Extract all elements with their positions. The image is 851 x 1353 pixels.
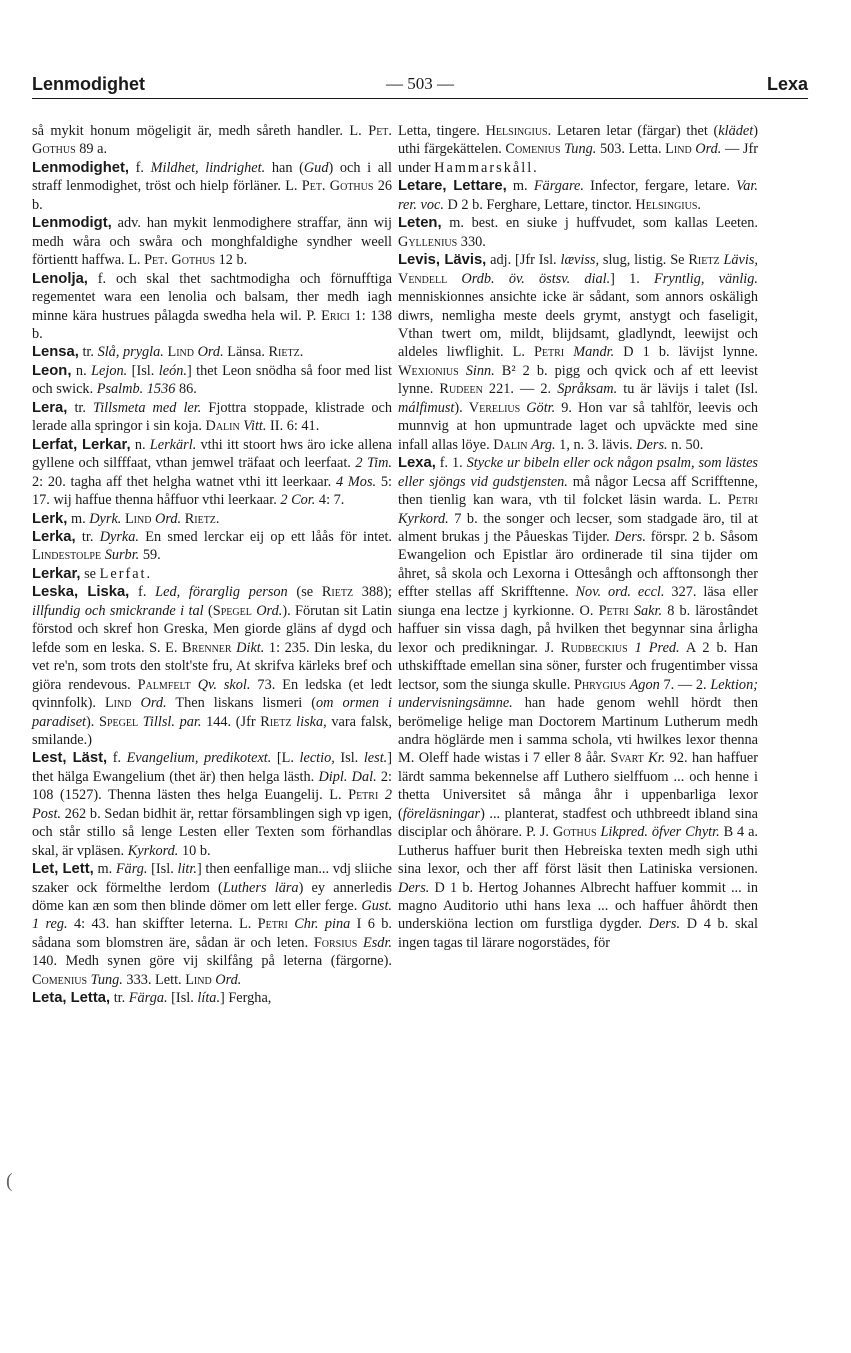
entry-text: vthi itt stoort hws äro icke allena gyllene och silfffaat, vthan jemwel träfaat och leerfaat. <box>32 436 392 472</box>
entry-text: Led, förarglig person <box>155 584 288 601</box>
entry-text: Stycke ur bibeln eller ock någon psalm, som lästes eller sjöngs vid gudstjensten. <box>398 455 758 490</box>
entry-text: Länsa. <box>223 344 269 361</box>
entry-text: [Isl. <box>167 990 198 1007</box>
entry-text: m. <box>506 178 534 195</box>
entry-text: f. <box>129 159 151 176</box>
entry-text: 92. han haffuer lärdt samma bekennelse aff Luthero sielffuom ... och henne i thetta Universitet så många åhr i uppenbarliga lexor ( <box>398 750 759 822</box>
entry-text: 86. <box>175 381 197 398</box>
headword: Lerk, <box>32 510 68 527</box>
entry-text: Gud <box>303 159 329 176</box>
entry-text: litr. <box>177 861 197 878</box>
entry-text: ) ey annerledis döme kan æn som then blinde dömer om lett eller ferge. <box>32 879 393 915</box>
entry-text: Rudbeckius <box>560 639 628 656</box>
dictionary-entry <box>32 436 392 510</box>
entry-text: Dalin <box>205 418 240 435</box>
entry-text: [Isl. <box>147 861 178 878</box>
entry-text: Lind <box>124 510 152 527</box>
entry-text: Lektion; undervisningsämne. <box>398 676 758 712</box>
entry-text: tr. <box>78 344 98 361</box>
entry-text: m. <box>93 861 116 878</box>
dictionary-entry <box>32 362 392 399</box>
headword: Lenmodighet, <box>32 159 129 176</box>
entry-text: 140. Medh synen göre vij skilfång på leterna (färgorne). <box>32 953 392 970</box>
headword: Lenmodigt, <box>32 215 112 232</box>
entry-text: n. 50. <box>667 436 704 453</box>
headword: Lest, Läst, <box>32 750 108 767</box>
entry-text: 73. En ledska (et ledt qvinnfolk). <box>32 676 392 712</box>
entry-text: Lind <box>185 971 212 988</box>
entry-text: f. 1. <box>435 455 467 472</box>
entry-text: m. best. en siuke j huffvudet, som kallas Leeten. <box>441 215 758 232</box>
entry-text: Kyrkord. <box>398 510 449 527</box>
entry-text: om ormen i paradiset <box>32 695 392 730</box>
entry-text: 4: 43. han skiffter leterna. L. <box>67 916 258 933</box>
entry-text: D 1 b. lävijst lynne. <box>614 344 758 361</box>
headword: Lera, <box>32 399 68 416</box>
entry-text <box>447 271 461 287</box>
entry-text: ). <box>454 399 469 416</box>
entry-text: förspr. 2 b. Såsom Ewangelion och Epistlar äro ordinerade til sina tijder om åhret, så skola och Lexorna i Ottesångh och afftonsongh ther effter stellas aff Skrifftenne. <box>398 528 758 601</box>
entry-text: ] then eenfallige man... vdj sliiche szaker ock förmelthe lerdom ( <box>32 861 393 896</box>
entry-text: Språksam. <box>557 381 618 398</box>
entry-text: Ord. <box>140 695 167 712</box>
entry-text: illfundig och smickrande i tal <box>32 602 204 619</box>
entry-text: ] thet Leon snödha så foor med list och swick. <box>32 362 393 398</box>
entry-text: Rietz <box>321 584 354 601</box>
entry-text: Verelius <box>468 399 521 416</box>
dictionary-entry <box>398 214 758 251</box>
entry-text: Vendell <box>398 270 448 287</box>
entry-text: m. <box>67 510 90 527</box>
entry-text: föreläsningar <box>402 805 481 822</box>
entry-text: Rietz. <box>268 344 304 361</box>
entry-text: Chr. pina <box>294 916 351 933</box>
entry-text: tr. <box>67 399 94 416</box>
headword: Lerfat, Lerkar, <box>32 436 131 453</box>
entry-text: klädet <box>718 123 754 139</box>
margin-mark: ( <box>6 1170 13 1192</box>
entry-text: 1: 138 b. <box>32 307 392 342</box>
dictionary-entry <box>32 270 392 344</box>
headword: Lerka, <box>32 528 76 545</box>
entry-text: Dikt. <box>236 639 265 656</box>
entry-text: Forsius <box>313 934 358 951</box>
entry-text: D 2 b. Ferghare, Lettare, tinctor. <box>443 196 636 213</box>
entry-text: Fryntlig, vänlig. <box>654 270 758 287</box>
entry-text: 1: 235. Din leska, du vet re'n, som trots den stolt'ste fru, At skrifva kärleks bref och giöra rendevous. <box>32 639 392 693</box>
entry-text: Lindestolpe <box>32 547 102 564</box>
entry-text: Svart <box>610 750 644 767</box>
entry-text: Esdr. <box>363 934 392 951</box>
headword: Lensa, <box>32 344 79 361</box>
entry-text: Lind <box>167 344 194 361</box>
entry-text: Fjottra stoppade, klistrade och lerade alla springor i sin koja. <box>32 399 393 435</box>
entry-text: Dalin <box>493 436 528 453</box>
dictionary-entry <box>32 122 392 159</box>
entry-text: ). <box>86 713 100 730</box>
entry-text: ] thet hälga Ewangelium (thet är) then helga lästh. <box>32 750 393 785</box>
entry-text: Then liskans lismeri ( <box>166 695 316 712</box>
entry-text: Tillsl. par. <box>142 713 202 730</box>
entry-text: Spegel <box>212 602 252 619</box>
entry-text: Petri <box>257 916 288 933</box>
entry-text: Färg. <box>115 861 148 878</box>
entry-text: Gust. 1 reg. <box>32 898 392 933</box>
entry-text: león. <box>158 362 187 379</box>
entry-text: Qv. skol. <box>197 676 251 693</box>
entry-text: vara falsk, smilande.) <box>32 713 392 748</box>
entry-text: Gyllenius <box>398 233 458 250</box>
dictionary-entry <box>398 122 758 177</box>
entry-text: Helsingius. <box>485 123 552 139</box>
entry-text: 9. Hon var så tahlför, leevis och munnvig at hon upmuntrade laget och upväckte med sine infall allas löye. <box>398 399 758 453</box>
entry-text: han ( <box>265 159 304 176</box>
entry-text <box>628 640 635 656</box>
entry-text: 1, n. 3. lävis. <box>555 436 637 453</box>
entry-text: 2 Post. <box>32 787 392 822</box>
entry-text: se <box>80 565 100 582</box>
entry-text: Lävis, <box>723 252 758 269</box>
entry-text: Evangelium, predikotext. <box>126 750 272 767</box>
entry-text: II. 6: 41. <box>266 418 320 435</box>
entry-text: n. <box>130 436 150 453</box>
entry-text: Luthers lära <box>222 879 299 896</box>
entry-text: f. <box>129 584 156 601</box>
entry-text: I 6 b. sådana som blomstren äre, sådan är och leten. <box>32 916 392 951</box>
entry-text: ) ... planterat, stadfest och uthbreedt ibland sina disciplar och åhörare. P. J. <box>398 805 758 841</box>
entry-text: Lerkärl. <box>149 436 197 453</box>
headword: Let, Lett, <box>32 861 94 878</box>
entry-text: Petri <box>534 344 565 361</box>
entry-text: Götr. <box>526 399 556 416</box>
entry-text: Likpred. öfver Chytr. <box>600 824 720 841</box>
entry-text: 26 b. <box>32 178 392 213</box>
entry-text: tu är lävijs i talet (Isl. <box>617 381 759 398</box>
entry-text: Pet. Gothus <box>144 252 216 269</box>
entry-text: Wexionius <box>398 362 459 379</box>
entry-text: lest. <box>363 750 388 767</box>
entry-text: Letaren letar (färgar) thet ( <box>551 123 719 139</box>
entry-text: han hade genom wehll hördt then berömelige helige man Doctorem Martinum Lutherum medh andra höglärde men i samma schola, vti hwilkes lexor thenna M. Oleff hade wistas i 7 eller 8 åår. <box>398 695 758 767</box>
entry-text: menniskionnes ansichte icke är sådant, som annors oskäligh diwrs, nemligha meste deels grymt, anstygt och faseligit, Vthan twert om, mildt, blijdsamt, gladlyndt, leewijst och aldeles liwflighit. L. <box>398 289 758 361</box>
entry-text: 144. (Jfr <box>201 713 261 730</box>
entry-text: Petri <box>348 787 379 804</box>
entry-text: — Jfr under <box>398 141 759 176</box>
entry-text: [L. <box>271 750 300 767</box>
entry-text: Gothus <box>552 824 597 841</box>
entry-text: Rietz. <box>184 510 220 527</box>
entry-text <box>459 363 466 379</box>
entry-text: Ord. <box>256 602 283 619</box>
entry-text: f. <box>107 750 127 767</box>
entry-text: Rietz <box>688 252 720 269</box>
dictionary-entry <box>398 454 758 952</box>
entry-text: Lind <box>104 695 132 712</box>
entry-text: 2 Tim. <box>355 455 392 472</box>
entry-text: Nov. ord. eccl. <box>575 584 665 601</box>
entry-text: Isl. <box>334 750 364 767</box>
entry-text: 89 a. <box>75 141 108 158</box>
entry-text: adj. [Jfr Isl. <box>486 252 561 269</box>
headword: Lexa, <box>398 455 436 472</box>
entry-text: Tung. <box>564 141 597 158</box>
entry-text: Färga. <box>128 990 168 1007</box>
entry-text: Lerfat. <box>99 565 153 582</box>
entry-text: 59. <box>139 547 161 564</box>
entry-text: Sakr. <box>633 602 663 619</box>
entry-text: Brenner <box>182 639 232 656</box>
left-column <box>32 122 392 1008</box>
entry-text: 2: 108 (1527). Thenna lästen thes helga Euangelij. L. <box>32 768 392 804</box>
dictionary-entry <box>32 528 392 565</box>
headword: Leska, Liska, <box>32 584 130 601</box>
entry-text: Psalmb. 1536 <box>96 381 176 398</box>
entry-text <box>564 344 573 360</box>
entry-text: Rudeen <box>439 381 483 398</box>
dictionary-entry <box>32 749 392 860</box>
entry-text: Agon <box>629 676 660 693</box>
entry-text: Sinn. <box>465 362 495 379</box>
dictionary-entry <box>32 583 392 749</box>
entry-text: líta. <box>197 990 221 1007</box>
entry-text: Var. rer. voc. <box>398 178 758 213</box>
entry-text: ( <box>203 602 213 619</box>
entry-text: 4 Mos. <box>335 473 377 490</box>
dictionary-entry <box>398 177 758 214</box>
entry-text: (se <box>287 584 322 601</box>
entry-text: Ders. <box>614 528 646 545</box>
entry-text: 388); <box>353 584 392 601</box>
dictionary-entry <box>32 860 392 989</box>
dictionary-entry <box>398 251 758 454</box>
entry-text: lectio, <box>299 750 335 767</box>
entry-text: A 2 b. Han uthskifftade emellan sina söner, furster och frugentimber vissa lectsor, som the siunga skulle. <box>398 639 758 693</box>
entry-text: Ders. <box>648 916 681 933</box>
entry-text: Vitt. <box>243 418 267 435</box>
entry-text: D 4 b. skal ingen tagas til lärare nogorstädes, för <box>398 916 758 951</box>
entry-text: 503. Letta. <box>596 141 666 158</box>
entry-text: ). Förutan sit Latin förstod och skref hon Greska, Men giorde gläns af dygd och lefde som en leska. S. E. <box>32 602 392 656</box>
page-header <box>32 72 808 99</box>
entry-text: Ord. <box>695 141 722 158</box>
entry-text: 1 Pred. <box>634 639 680 656</box>
headword: Leta, Letta, <box>32 990 111 1007</box>
entry-text: 4: 7. <box>315 492 345 509</box>
entry-text: 2 Cor. <box>280 492 316 509</box>
entry-text: En smed lerckar eij op ett låås för intet. <box>139 528 392 545</box>
headword: Levis, Lävis, <box>398 252 487 269</box>
entry-text: Erici <box>321 307 350 324</box>
entry-text: 333. Lett. <box>122 971 186 988</box>
entry-text: Pet. Gothus <box>301 178 374 195</box>
entry-text: Arg. <box>531 436 556 453</box>
entry-text: Mildhet, lindrighet. <box>150 159 266 176</box>
entry-text: 330. <box>457 233 486 250</box>
entry-text: Tung. <box>90 971 123 988</box>
headword: Leon, <box>32 362 72 379</box>
entry-text: 7. — 2. <box>659 676 711 693</box>
entry-text: Petri <box>598 602 629 619</box>
dictionary-entry <box>32 343 392 361</box>
dictionary-entry <box>32 510 392 528</box>
headword: Leten, <box>398 215 442 232</box>
entry-text: Lind <box>665 141 692 158</box>
dictionary-entry <box>32 989 392 1007</box>
headword: Lerkar, <box>32 565 81 582</box>
entry-text: Surbr. <box>104 547 140 564</box>
entry-text: 221. — 2. <box>482 381 558 398</box>
entry-text: málfimust <box>398 399 455 416</box>
entry-text: Comenius <box>32 971 88 988</box>
entry-text: 2: 20. tagha aff thet helgha watnet vthi itt leerkaar. <box>32 473 336 490</box>
entry-text: Palmfelt <box>137 676 191 693</box>
entry-text: B² 2 b. pigg och qvick och af ett leevist lynne. <box>398 362 758 398</box>
entry-text: Ord. <box>197 344 224 361</box>
entry-text: 5: 17. wij haffue thenna håffuor vthi leerkaar. <box>32 473 392 509</box>
entry-text: 327. läsa eller siunga ena lectze j kyrkionne. O. <box>398 584 758 619</box>
entry-text: Slå, prygla. <box>97 344 164 361</box>
running-head-right: Lexa <box>766 74 808 94</box>
entry-text: Ders. <box>398 879 430 896</box>
dictionary-entry <box>32 214 392 269</box>
entry-text: Dyrka. <box>99 528 139 545</box>
entry-text: Ders. <box>636 436 668 453</box>
dictionary-entry <box>32 399 392 436</box>
entry-text: n. <box>71 362 92 379</box>
entry-text: Tillsmeta med ler. <box>93 399 202 416</box>
entry-text: Rietz <box>260 713 292 730</box>
entry-text: Dyrk. <box>89 510 122 527</box>
entry-text: ) och i all straff lenmodighet, tröst och hielp förläner. L. <box>32 159 393 195</box>
entry-text: Letta, tingere. <box>398 123 486 139</box>
entry-text: Ordb. öv. östsv. dial. <box>461 270 611 287</box>
entry-text: Kyrkord. <box>127 842 179 859</box>
running-head-left: Lenmodighet <box>32 74 145 94</box>
entry-text: Mandr. <box>573 344 615 361</box>
entry-text: Infector, fergare, letare. <box>583 178 737 195</box>
entry-text: 262 b. Sedan bidhit är, rettar församblingen sigh vp igen, och står stillo så lenge Lesten eller Texten som förhandlas skal, är vpläsen. <box>32 805 392 859</box>
entry-text: Ord. <box>215 971 242 988</box>
entry-text: ] Fergha, <box>220 990 272 1007</box>
entry-text: B 4 a. Lutherus haffuer burit then Hebreiska texten medh sigh uthi sina lexor, och ther aff först läsit then Latiniska versionen. <box>398 824 758 878</box>
entry-text: 7 b. the songer och lecser, som stadgade äro, til at alment brukas j the Påueskas Tijder. <box>398 510 758 545</box>
entry-text: læviss, <box>560 252 600 269</box>
entry-text: slug, listig. Se <box>599 252 689 269</box>
entry-text: Pet. Gothus <box>32 123 392 158</box>
entry-text: Ord. <box>155 510 182 527</box>
headword: Lenolja, <box>32 270 88 287</box>
right-column <box>398 122 758 952</box>
entry-text: tr. <box>110 990 129 1007</box>
entry-text: liska, <box>296 713 327 730</box>
page-number: — 503 — <box>386 74 454 93</box>
entry-text: Kr. <box>648 750 666 767</box>
entry-text: f. och skal thet sachtmodigha och förnufftiga regementet wara een lenolia och balsam, ther medh iagh minne kära hustrues pålagda swedha hela wil. P. <box>32 270 392 324</box>
entry-text: Helsingius. <box>635 196 701 213</box>
headword: Letare, Lettare, <box>398 178 507 195</box>
entry-text: Comenius <box>505 141 561 158</box>
entry-text: Petri <box>727 492 758 509</box>
entry-text: adv. han mykit lenmodighere straffar, änn wij medh wåra och swåra och monghfaldighe syndher weell förtientt haffwa. L. <box>32 215 392 269</box>
entry-text: 12 b. <box>215 252 248 269</box>
entry-text: 10 b. <box>178 842 211 859</box>
dictionary-entry <box>32 159 392 214</box>
entry-text: Hammarskåll. <box>434 159 539 176</box>
entry-text: Phrygius <box>574 676 626 693</box>
dictionary-entry <box>32 565 392 583</box>
entry-text: så mykit honum mögeligit är, medh såreth handler. L. <box>32 123 369 139</box>
entry-text: Dipl. Dal. <box>318 768 377 785</box>
entry-text: Lejon. <box>91 362 128 379</box>
entry-text: [Isl. <box>127 362 159 379</box>
entry-text: ) uthi färgekättelen. <box>398 123 758 158</box>
entry-text: tr. <box>75 528 100 545</box>
entry-text: ] 1. <box>610 270 655 287</box>
entry-text: Spegel <box>99 713 139 730</box>
entry-text <box>191 677 198 693</box>
entry-text: må någor Lecsa aff Scrifftenne, then tienlig kan wara, vth til folcket läsin warda. L. <box>398 473 758 509</box>
entry-text: Färgare. <box>533 178 584 195</box>
entry-text: 8 b. lärostândet haffuer sin vissa dagh, på hvilken thet begynnar sina årligha lexor och predikningar. J. <box>398 602 759 656</box>
entry-text <box>131 695 140 711</box>
entry-text: D 1 b. Hertog Johannes Albrecht haffuer kommit ... in magno Auditorio uthi hans lexa ... och haffuer åhördt then underskiöna lection om furstliga dygder. <box>398 879 758 933</box>
